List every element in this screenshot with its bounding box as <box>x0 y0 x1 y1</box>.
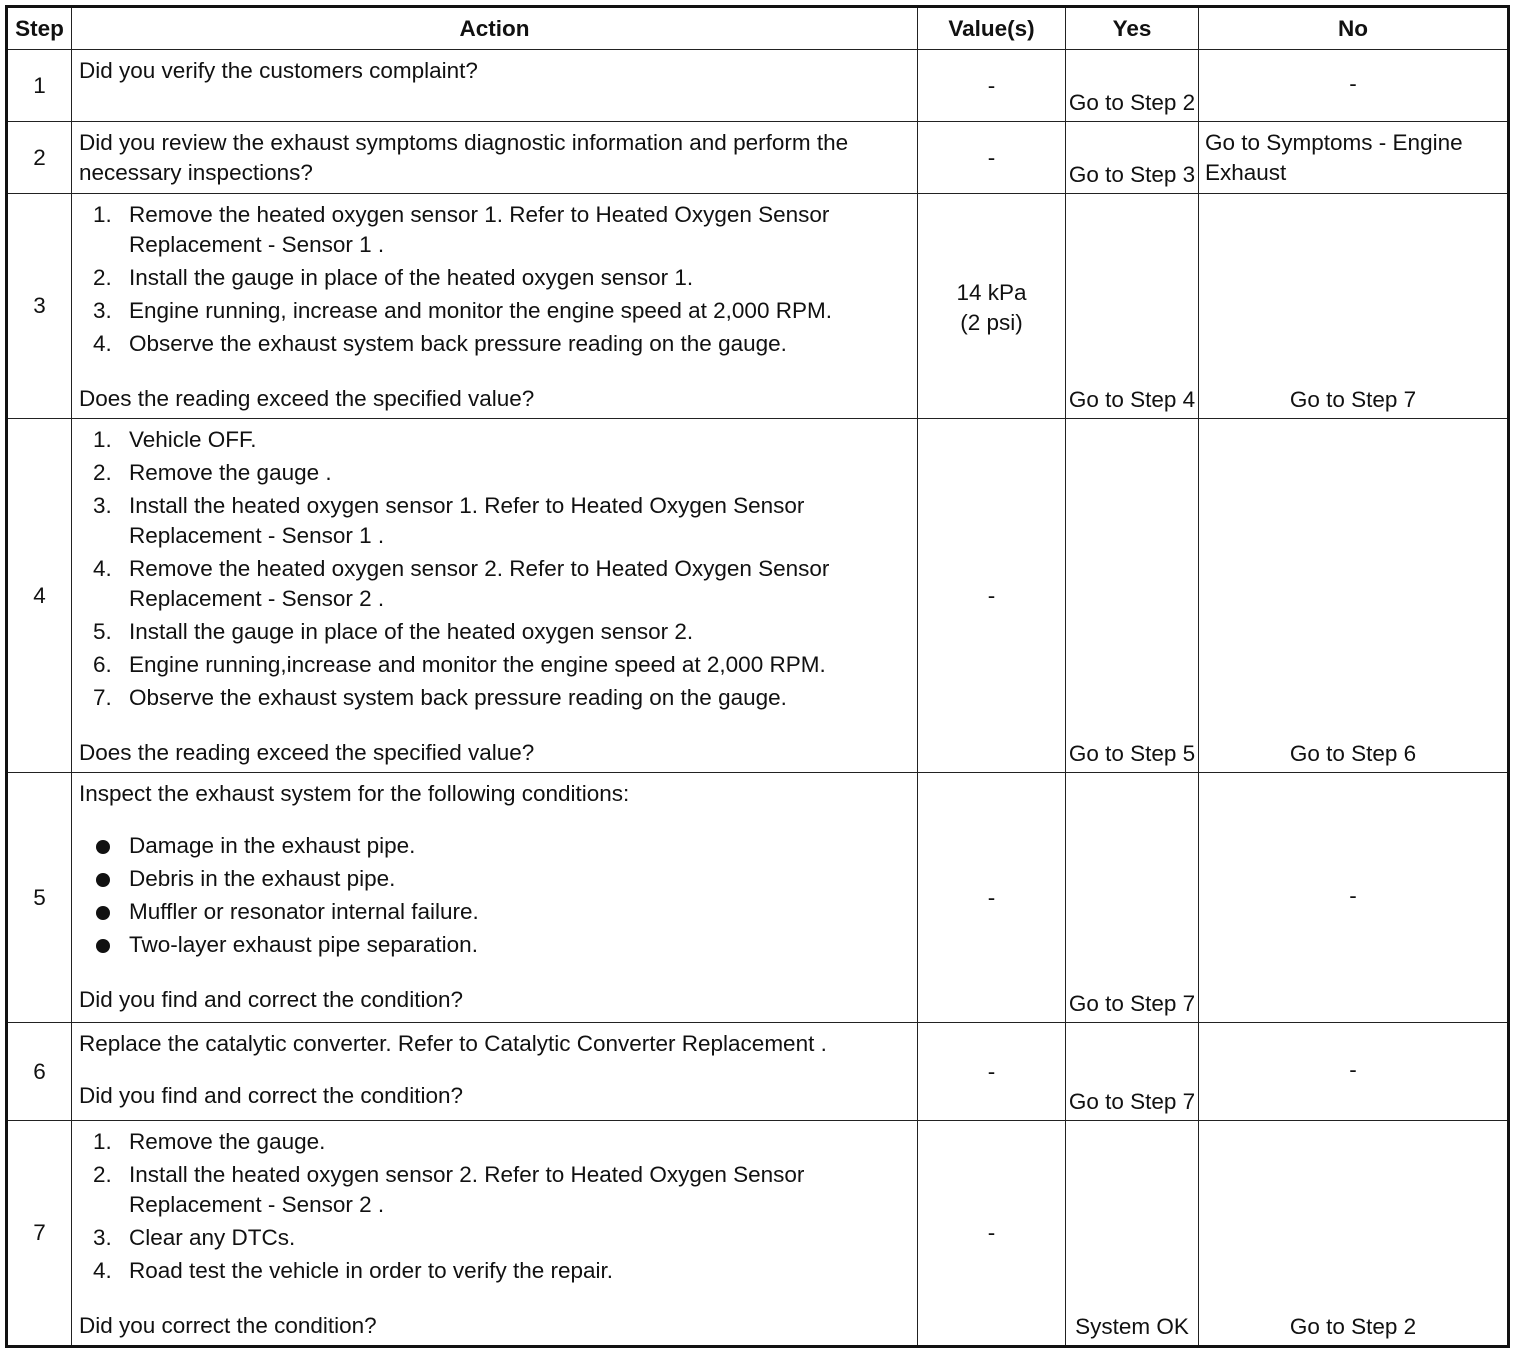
diagnostic-table <box>5 5 1510 1348</box>
list-item: 1. Vehicle OFF. <box>93 427 257 452</box>
table-row <box>7 773 1509 1023</box>
bullet-icon <box>96 840 110 854</box>
step-number: 2 <box>7 122 72 194</box>
bullet-icon <box>96 939 110 953</box>
yes-cell: Go to Step 5 <box>1066 419 1199 773</box>
bullet-icon <box>96 906 110 920</box>
no-cell: - <box>1199 773 1509 1023</box>
list-item: 4. Road test the vehicle in order to verify the repair. <box>93 1258 614 1283</box>
list-item: 3. Clear any DTCs. <box>93 1225 296 1250</box>
list-item: 3. Install the heated oxygen sensor 1. Refer to Heated Oxygen Sensor Replacement - Sensor 1 . <box>93 493 805 548</box>
no-cell: Go to Step 2 <box>1199 1121 1509 1347</box>
question-text: Did you find and correct the condition? <box>79 987 463 1012</box>
question-text: Does the reading exceed the specified value? <box>79 740 535 765</box>
instruction-list <box>79 1127 913 1286</box>
instruction-list <box>79 200 913 359</box>
action-cell <box>72 1023 918 1121</box>
condition-list <box>79 831 913 960</box>
no-cell: Go to Symptoms - Engine Exhaust <box>1199 122 1509 194</box>
question-text: Did you verify the customers complaint? <box>79 58 478 83</box>
value-cell: - <box>918 122 1066 194</box>
list-item: 2. Install the heated oxygen sensor 2. Refer to Heated Oxygen Sensor Replacement - Sensor 2 . <box>93 1162 805 1217</box>
list-item: 1. Remove the heated oxygen sensor 1. Refer to Heated Oxygen Sensor Replacement - Sensor 1 . <box>93 202 830 257</box>
question-text: Does the reading exceed the specified value? <box>79 386 535 411</box>
step-number: 1 <box>7 50 72 122</box>
list-item: Damage in the exhaust pipe. <box>79 831 913 861</box>
step-number: 4 <box>7 419 72 773</box>
question-text: Did you review the exhaust symptoms diagnostic information and perform the necessary inspections? <box>79 130 849 185</box>
action-cell <box>72 1121 918 1347</box>
value-cell: - <box>918 773 1066 1023</box>
yes-cell: System OK <box>1066 1121 1199 1347</box>
action-cell <box>72 773 918 1023</box>
step-number: 5 <box>7 773 72 1023</box>
question-text: Did you correct the condition? <box>79 1313 377 1338</box>
instruction-list <box>79 425 913 713</box>
yes-cell: Go to Step 3 <box>1066 122 1199 194</box>
no-cell: Go to Step 7 <box>1199 194 1509 419</box>
action-cell <box>72 122 918 194</box>
list-item: 2. Install the gauge in place of the heated oxygen sensor 1. <box>93 265 694 290</box>
header-step: Step <box>7 7 72 50</box>
header-action: Action <box>72 7 918 50</box>
header-values: Value(s) <box>918 7 1066 50</box>
list-item: Muffler or resonator internal failure. <box>79 897 913 927</box>
action-cell <box>72 419 918 773</box>
header-row <box>7 7 1509 50</box>
list-item: 4. Observe the exhaust system back pressure reading on the gauge. <box>93 331 787 356</box>
table-row <box>7 1023 1509 1121</box>
table-row <box>7 122 1509 194</box>
value-cell: 14 kPa (2 psi) <box>918 194 1066 419</box>
header-no: No <box>1199 7 1509 50</box>
question-text: Did you find and correct the condition? <box>79 1083 463 1108</box>
list-item: 5. Install the gauge in place of the heated oxygen sensor 2. <box>93 619 694 644</box>
step-number: 3 <box>7 194 72 419</box>
table-row <box>7 1121 1509 1347</box>
list-item: 6. Engine running,increase and monitor the engine speed at 2,000 RPM. <box>93 652 826 677</box>
value-cell: - <box>918 50 1066 122</box>
step-number: 7 <box>7 1121 72 1347</box>
list-item: 1. Remove the gauge. <box>93 1129 326 1154</box>
step-number: 6 <box>7 1023 72 1121</box>
list-item: 4. Remove the heated oxygen sensor 2. Refer to Heated Oxygen Sensor Replacement - Sensor 2 . <box>93 556 830 611</box>
value-cell: - <box>918 1121 1066 1347</box>
table-row <box>7 419 1509 773</box>
action-cell <box>72 194 918 419</box>
bullet-icon <box>96 873 110 887</box>
yes-cell: Go to Step 2 <box>1066 50 1199 122</box>
list-item: 3. Engine running, increase and monitor the engine speed at 2,000 RPM. <box>93 298 832 323</box>
list-item: 7. Observe the exhaust system back pressure reading on the gauge. <box>93 685 787 710</box>
no-cell: - <box>1199 1023 1509 1121</box>
value-cell: - <box>918 1023 1066 1121</box>
no-cell: - <box>1199 50 1509 122</box>
intro-text: Replace the catalytic converter. Refer to Catalytic Converter Replacement . <box>79 1031 827 1056</box>
table-row <box>7 50 1509 122</box>
table-row <box>7 194 1509 419</box>
list-item: Two-layer exhaust pipe separation. <box>79 930 913 960</box>
no-cell: Go to Step 6 <box>1199 419 1509 773</box>
yes-cell: Go to Step 4 <box>1066 194 1199 419</box>
list-item: 2. Remove the gauge . <box>93 460 332 485</box>
action-cell <box>72 50 918 122</box>
yes-cell: Go to Step 7 <box>1066 1023 1199 1121</box>
list-item: Debris in the exhaust pipe. <box>79 864 913 894</box>
value-cell: - <box>918 419 1066 773</box>
header-yes: Yes <box>1066 7 1199 50</box>
yes-cell: Go to Step 7 <box>1066 773 1199 1023</box>
intro-text: Inspect the exhaust system for the following conditions: <box>79 781 630 806</box>
